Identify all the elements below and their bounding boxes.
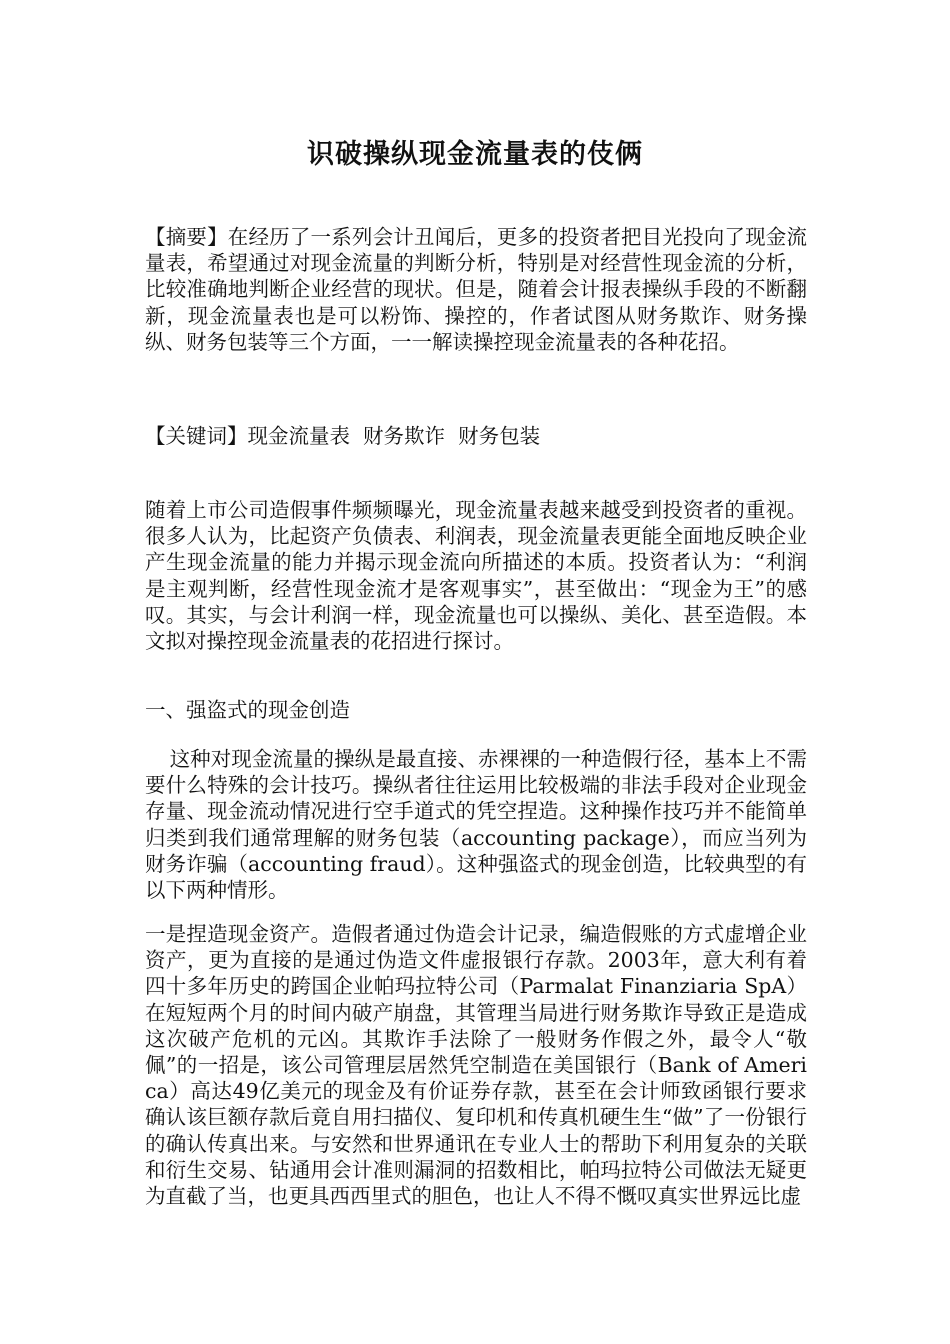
abstract-block: [145, 224, 807, 355]
keywords-line: 【关键词】现金流量表 财务欺诈 财务包装: [145, 424, 541, 448]
section-heading: 一、强盗式的现金创造: [145, 698, 350, 722]
intro-paragraph: 随着上市公司造假事件频频曝光，现金流量表越来越受到投资者的重视。很多人认为，比起资产负债表、利润表，现金流量表更能全面地反映企业产生现金流量的能力并揭示现金流向所描述的本质。投资者认为：“利润是主观判断，经营性现金流才是客观事实”，甚至做出：“现金为王”的感叹。其实，与会计利润一样，现金流量也可以操纵、美化、甚至造假。本文拟对操控现金流量表的花招进行探讨。: [145, 498, 807, 654]
section1-paragraph-1: 这种对现金流量的操纵是最直接、赤裸裸的一种造假行径，基本上不需要什么特殊的会计技巧。操纵者往往运用比较极端的非法手段对企业现金存量、现金流动情况进行空手道式的凭空捏造。这种操作技巧并不能简单归类到我们通常理解的财务包装（accounting package），而应当列为财务诈骗（accounting fraud）。这种强盗式的现金创造，比较典型的有以下两种情形。: [145, 747, 807, 903]
section1-p2-block: [145, 921, 807, 1209]
intro-block: [145, 497, 807, 654]
keywords-block: [145, 423, 807, 449]
section1-paragraph-2: 一是捏造现金资产。造假者通过伪造会计记录，编造假账的方式虚增企业资产，更为直接的是通过伪造文件虚报银行存款。2003年，意大利有着四十多年历史的跨国企业帕玛拉特公司（Parmalat Finanziaria SpA）在短短两个月的时间内破产崩盘，其管理当局进行财务欺诈导致正是造成这次破产危机的元凶。其欺诈手法除了一般财务作假之外，最令人“敬佩”的一招是，该公司管理层居然凭空制造在美国银行（Bank of America）高达49亿美元的现金及有价证券存款，甚至在会计师致函银行要求确认该巨额存款后竟自用扫描仪、复印机和传真机硬生生“做”了一份银行的确认传真出来。与安然和世界通讯在专业人士的帮助下利用复杂的关联和衍生交易、钻通用会计准则漏洞的招数相比，帕玛拉特公司做法无疑更为直截了当，也更具西西里式的胆色，也让人不得不慨叹真实世界远比虚: [145, 922, 807, 1209]
section1-p1-block: [145, 746, 807, 903]
section1-heading-block: [145, 697, 807, 723]
abstract-paragraph: 【摘要】在经历了一系列会计丑闻后，更多的投资者把目光投向了现金流量表，希望通过对现金流量的判断分析，特别是对经营性现金流的分析，比较准确地判断企业经营的现状。但是，随着会计报表操纵手段的不断翻新，现金流量表也是可以粉饰、操控的，作者试图从财务欺诈、财务操纵、财务包装等三个方面，一一解读操控现金流量表的各种花招。: [145, 225, 807, 354]
document-title: 识破操纵现金流量表的伎俩: [307, 139, 643, 170]
